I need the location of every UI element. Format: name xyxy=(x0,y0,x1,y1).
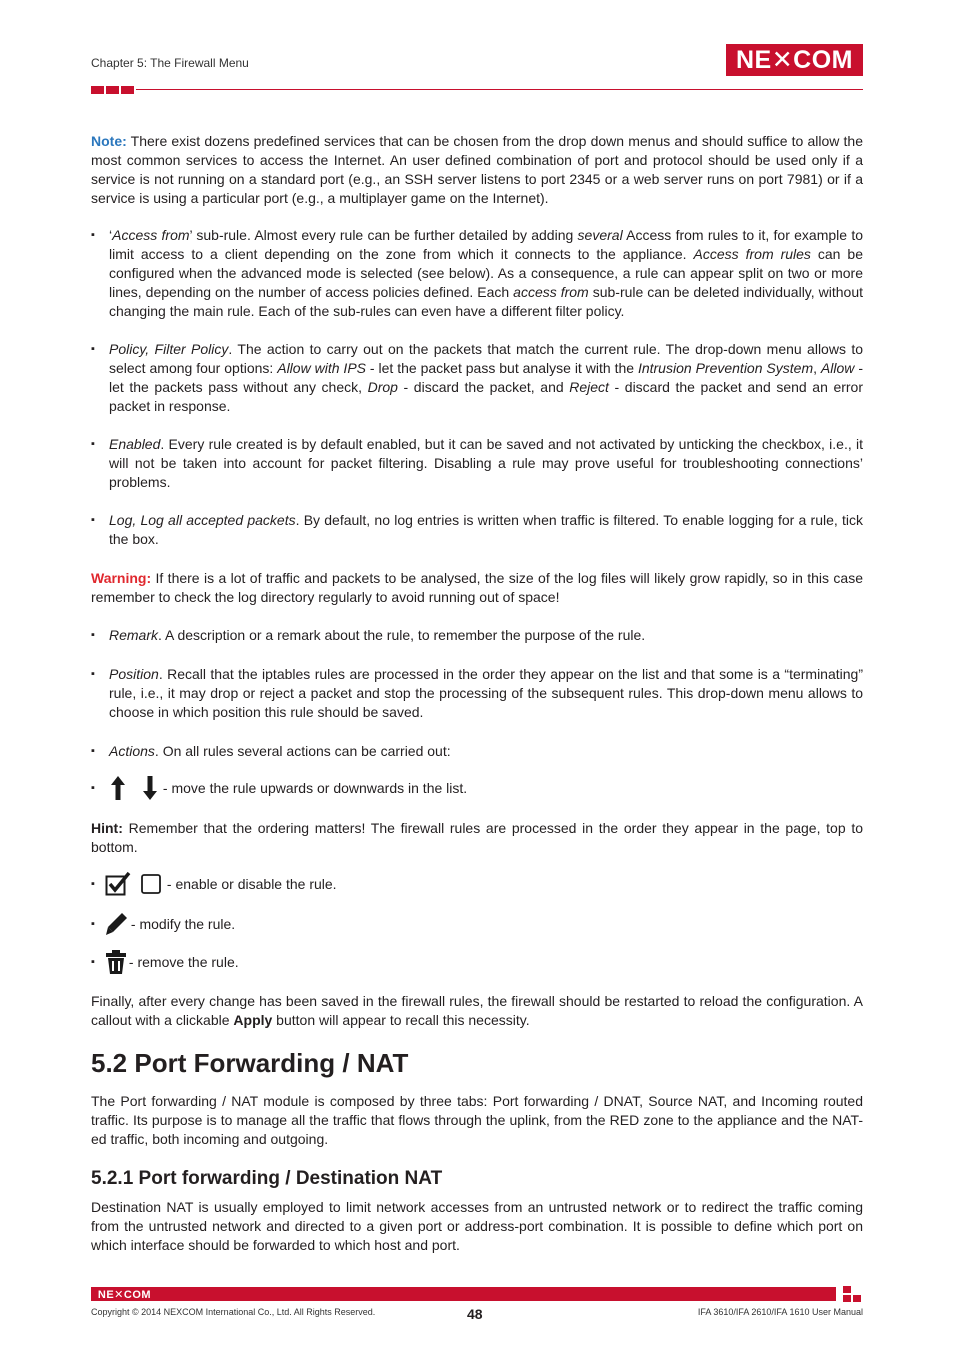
bullet-enabled: Enabled. Every rule created is by default enabled, but it can be saved and not activated by unticking the checkbox, i.e., it will not be taken into account for packet filtering. Disabling a rule may prove useful for troubleshooting connections’ problems. xyxy=(109,436,863,490)
footer-logo: NE✕COM xyxy=(91,1287,158,1301)
bullet-marker: ▪ xyxy=(91,514,95,526)
nexcom-logo: NE✕COM xyxy=(726,44,863,76)
note-text: There exist dozens predefined services that can be chosen from the drop down menus and should suffice to allow the most common services to access the Internet. An user defined combination of port and protocol should be used only if a service is not running on a standard port (e.g., an SSH server listens to port 2345 or a web server runs on port 7981) or if a service is using a particular port (e.g., a multiplayer game on the Internet). xyxy=(91,133,863,206)
modify-description: - modify the rule. xyxy=(130,916,236,932)
finally-paragraph: Finally, after every change has been saved in the firewall rules, the firewall should be restarted to reload the configuration. A callout with a clickable Apply button will appear to recall this necessity. xyxy=(91,993,863,1028)
note-paragraph xyxy=(91,132,863,208)
bullet-access-from: ‘Access from’ sub-rule. Almost every rule can be further detailed by adding several Access from rules to it, for example to limit access to a client depending on the zone from which it connects to the appliance. Access from rules can be configured when the advanced mode is selected (see below). As a consequence, a rule can appear split on two or more lines, depending on the number of access policies defined. Each access from sub-rule can be deleted individually, without changing the main rule. Each of the sub-rules can even have a different filter policy. xyxy=(109,227,863,319)
move-description: - move the rule upwards or downwards in the list. xyxy=(162,780,468,796)
warning-text: If there is a lot of traffic and packets to be analysed, the size of the log files will likely grow rapidly, so in this case remember to check the log directory regularly to avoid running out of space! xyxy=(91,570,863,605)
footer-square xyxy=(853,1295,861,1302)
bullet-policy: Policy, Filter Policy. The action to carry out on the packets that match the current rule. The drop-down menu allows to select among four options: Allow with IPS - let the packet pass but analyse it with the Intrusion Prevention System, Allow - let the packets pass without any check, Drop - discard the packet, and Reject - discard the packet and send an error packet in response. xyxy=(109,341,864,414)
list-item xyxy=(91,774,467,802)
bullet-position: Position. Recall that the iptables rules are processed in the order they appear on the list and that some is a “terminating” rule, i.e., it may drop or reject a packet and stop the processing of the subsequent rules. This drop-down menu allows to choose in which position this rule should be saved. xyxy=(109,666,863,720)
bullet-marker: ▪ xyxy=(91,782,95,794)
bullet-marker: ▪ xyxy=(91,918,95,930)
checkbox-checked-icon xyxy=(105,871,131,897)
chapter-header: Chapter 5: The Firewall Menu xyxy=(91,56,249,70)
header-squares xyxy=(91,86,134,94)
bullet-marker: ▪ xyxy=(91,745,95,757)
note-label: Note: xyxy=(91,133,127,149)
arrow-down-icon xyxy=(143,776,157,800)
bullet-marker: ▪ xyxy=(91,878,95,890)
list-item xyxy=(91,910,235,938)
warning-label: Warning: xyxy=(91,570,152,586)
subsection-text: Destination NAT is usually employed to limit network accesses from an untrusted network or to redirect the traffic coming from the untrusted network and directed to a given port or address-port combination. It is possible to define which port on which interface should be forwarded to which host and port. xyxy=(91,1199,863,1253)
hint-paragraph xyxy=(91,819,863,857)
hint-label: Hint: xyxy=(91,820,123,836)
list-item xyxy=(91,870,337,898)
bullet-marker: ▪ xyxy=(91,438,95,450)
arrow-up-icon xyxy=(111,776,125,800)
footer-manual: IFA 3610/IFA 2610/IFA 1610 User Manual xyxy=(697,1307,863,1317)
footer-square xyxy=(843,1295,851,1302)
remove-description: - remove the rule. xyxy=(128,954,239,970)
section-intro: The Port forwarding / NAT module is composed by three tabs: Port forwarding / DNAT, Source NAT, and Incoming routed traffic. Its purpose is to manage all the traffic that flows through the uplink, from the RED zone to the appliance and the NAT-ed traffic, both incoming and outgoing. xyxy=(91,1093,863,1147)
checkbox-unchecked-icon xyxy=(141,874,161,894)
page-number: 48 xyxy=(467,1306,483,1322)
subsection-title: 5.2.1 Port forwarding / Destination NAT xyxy=(91,1168,443,1189)
enable-description: - enable or disable the rule. xyxy=(166,876,337,892)
trash-icon xyxy=(105,949,127,975)
pencil-icon xyxy=(105,911,129,937)
bullet-log: Log, Log all accepted packets. By default, no log entries is written when traffic is filtered. To enable logging for a rule, tick the box. xyxy=(109,512,863,547)
bullet-marker: ▪ xyxy=(91,668,95,680)
apply-word: Apply xyxy=(233,1012,273,1028)
hint-text: Remember that the ordering matters! The firewall rules are processed in the order they appear in the page, top to bottom. xyxy=(91,820,863,855)
section-title: 5.2 Port Forwarding / NAT xyxy=(91,1048,409,1078)
warning-paragraph xyxy=(91,569,863,607)
footer-copyright: Copyright © 2014 NEXCOM International Co., Ltd. All Rights Reserved. xyxy=(91,1307,376,1317)
bullet-actions: Actions. On all rules several actions can be carried out: xyxy=(109,743,451,759)
bullet-marker: ▪ xyxy=(91,229,95,241)
bullet-marker: ▪ xyxy=(91,629,95,641)
bullet-marker: ▪ xyxy=(91,343,95,355)
footer-square xyxy=(843,1286,851,1293)
list-item xyxy=(91,948,239,976)
bullet-marker: ▪ xyxy=(91,956,95,968)
footer-bar xyxy=(91,1287,836,1301)
bullet-remark: Remark. A description or a remark about the rule, to remember the purpose of the rule. xyxy=(109,627,646,643)
header-rule xyxy=(136,89,863,90)
